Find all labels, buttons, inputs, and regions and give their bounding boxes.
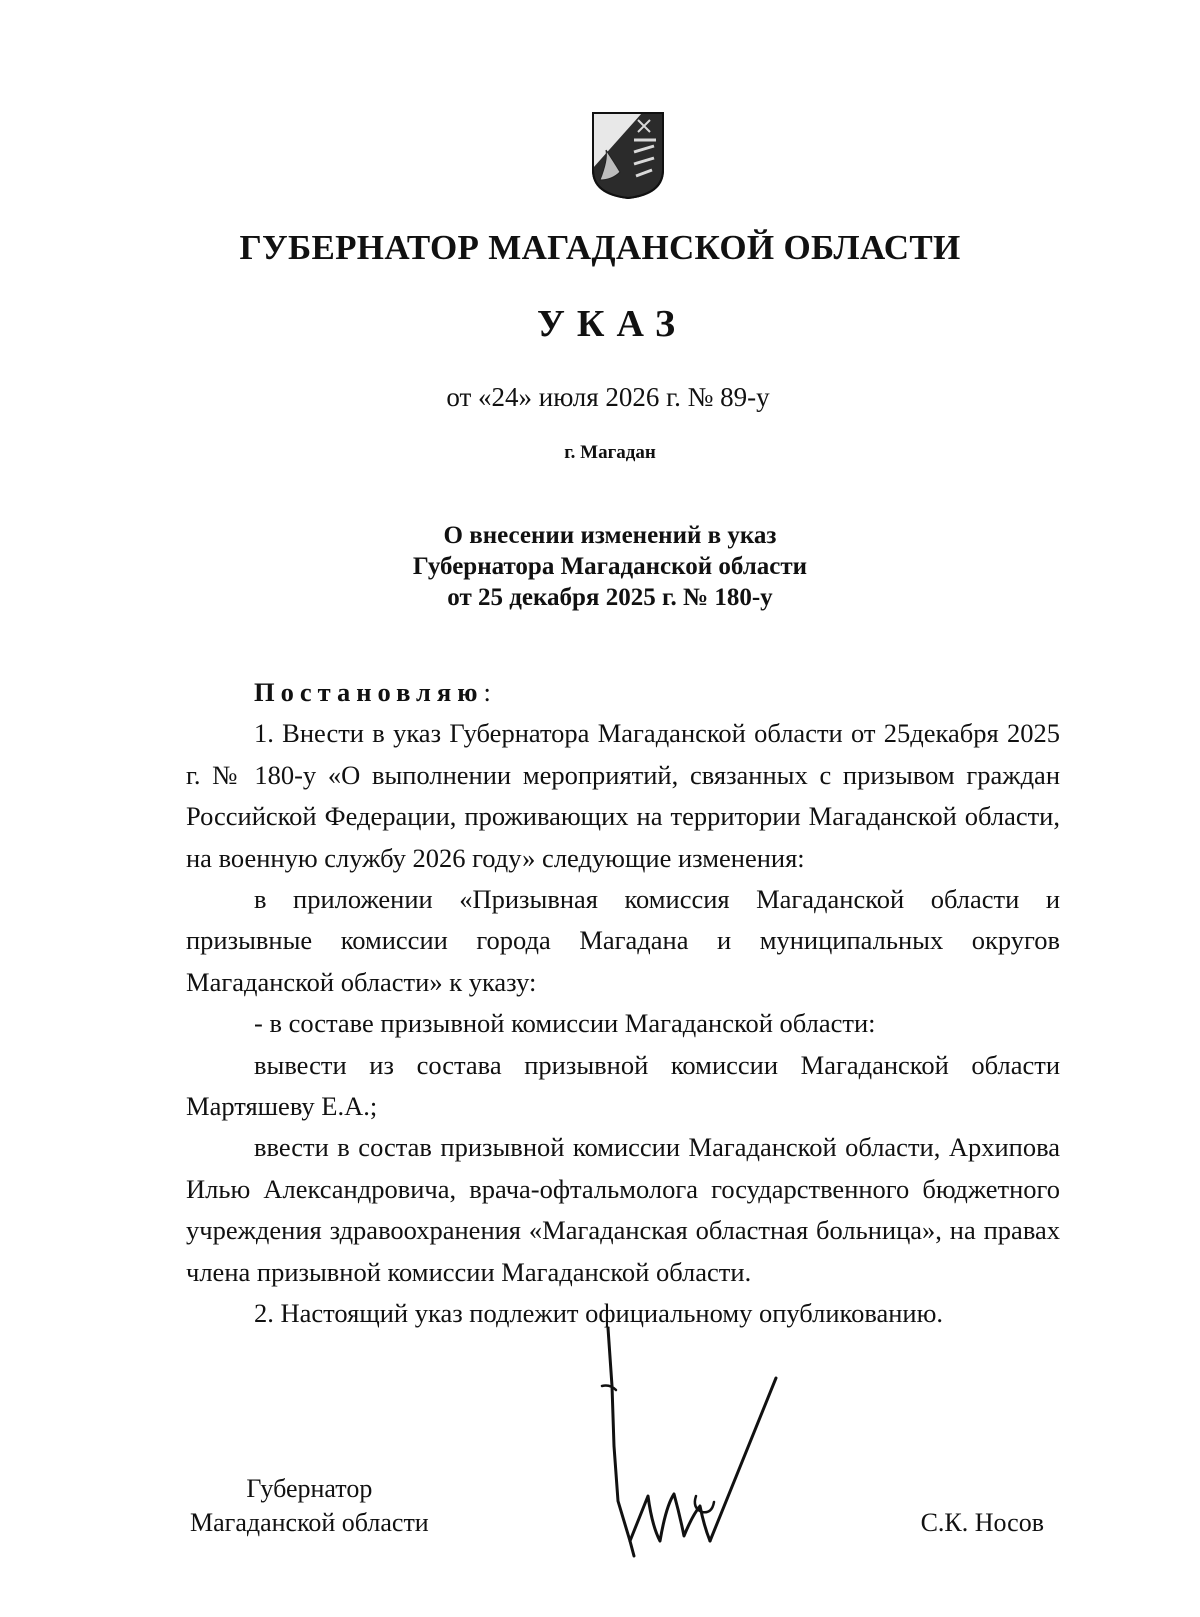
paragraph-add-member: ввести в состав призывной комиссии Магаданской области, Архипова Илью Александровича, врача-офтальмолога государственного бюджетного учреждения здравоохранения «Магаданская областная больница», на правах члена призывной комиссии Магаданской области. [186,1132,1060,1287]
title-line-1: О внесении изменений в указ [443,522,777,549]
title-line-2: Губернатора Магаданской области [412,553,808,580]
resolve-word: Постановляю [254,677,484,707]
resolve-heading [186,672,1060,713]
decree-body [186,672,1060,1335]
paragraph-item-1: 1. Внести в указ Губернатора Магаданской области от 25декабря 2025 г. № 180-у «О выполнении мероприятий, связанных с призывом граждан Российской Федерации, проживающих на территории Магаданской области, на военную службу 2026 году» следующие изменения: [186,718,1060,873]
document-place: г. Магадан [564,442,656,463]
paragraph-commission: - в составе призывной комиссии Магаданской области: [254,1008,876,1039]
paragraph-appendix: в приложении «Призывная комиссия Магаданской области и призывные комиссии города Магадана и муниципальных округов Магаданской области» к указу: [186,884,1060,997]
signatory-position [190,1472,429,1540]
document-type: УКАЗ [537,303,687,345]
title-line-3: от 25 декабря 2025 г. № 180-у [447,584,773,611]
resolve-colon: : [483,677,491,707]
document-date-number: от «24» июля 2026 г. № 89-у [446,382,770,412]
signatory-name: С.К. Носов [920,1508,1044,1537]
handwritten-signature-icon [600,1326,820,1576]
issuing-authority: ГУБЕРНАТОР МАГАДАНСКОЙ ОБЛАСТИ [239,228,961,267]
paragraph-item-2: 2. Настоящий указ подлежит официальному опубликованию. [254,1298,944,1329]
signatory-position-line-2: Магаданской области [190,1508,429,1537]
coat-of-arms-icon [590,110,666,200]
document-title [0,520,1200,613]
signatory-position-line-1: Губернатор [246,1474,373,1503]
paragraph-remove-member: вывести из состава призывной комиссии Магаданской области Мартяшеву Е.А.; [186,1049,1060,1122]
